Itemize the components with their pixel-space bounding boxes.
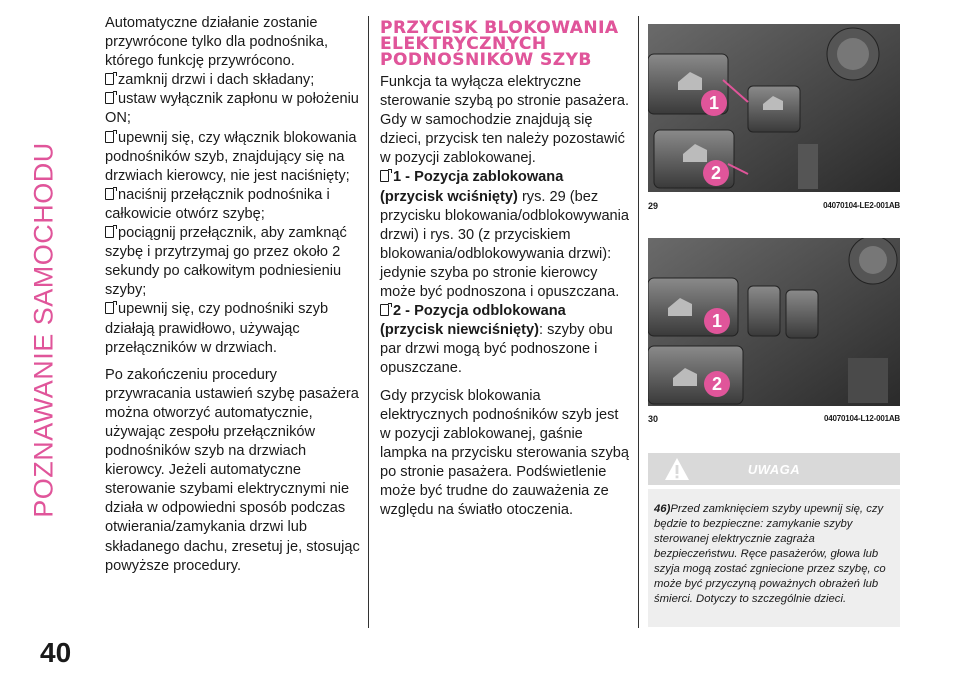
bullet-box-icon [105,73,114,85]
column-left [105,14,360,576]
bullet-box-icon [105,188,114,200]
figure-number: 30 [648,414,659,424]
warning-body [648,489,900,627]
bullet-box-icon [380,170,389,182]
list-item: naciśnij przełącznik podnośnika i całkowicie otwórz szybę; [105,186,330,222]
bullet-box-icon [105,92,114,104]
warning-header [648,453,900,485]
warning-number: 46) [654,503,671,515]
callout-2: 2 [703,160,729,186]
figure-30-photo [648,238,900,406]
section-heading: PRZYCISK BLOKOWANIA ELEKTRYCZNYCH PODNOŚNIKÓW SZYB [380,18,619,70]
list-item: ustaw wyłącznik zapłonu w położeniu ON; [105,91,359,127]
lamp-paragraph: Gdy przycisk blokowania elektrycznych podnośników szyb jest w pozycji zablokowanej, gaśnie lampka na przycisku sterowania szybą po stronie pasażera. Podświetlenie może być trudne do zauważenia ze względu na światło otoczenia. [380,387,630,519]
list-item: pociągnij przełącznik, aby zamknąć szybę i przytrzymaj go przez około 2 sekundy po całkowitym podniesieniu szyby; [105,225,347,299]
list-item: 2 - Pozycja odblokowana (przycisk niewciśnięty): szyby obu par drzwi mogą być podnoszone i opuszczane. [380,303,613,377]
column-middle [380,20,630,520]
lock-description: Funkcja ta wyłącza elektryczne sterowanie szybą po stronie pasażera. Gdy w samochodzie znajdują się dzieci, przycisk ten należy pozostawić w pozycji zablokowanej. [380,74,630,167]
reset-paragraph: Po zakończeniu procedury przywracania ustawień szybę pasażera można otworzyć automatycznie, używając zespołu przełączników podnośników szyb na drzwiach kierowcy. Jeżeli automatyczne sterowanie szybami elektrycznymi nie działa w odpowiedni sposób podczas otwierania/zamykania drzwi lub składanego dachu, zresetuj je, stosując powyższe procedury. [105,366,360,574]
column-divider [638,16,639,628]
list-item: upewnij się, czy podnośniki szyb działają prawidłowo, używając przełączników w drzwiach. [105,301,329,356]
callout-1: 1 [704,308,730,334]
section-side-title-text: POZNAWANIE SAMOCHODU [28,142,59,518]
figure-code: 04070104-L12-001AB [823,414,900,423]
intro-paragraph: Automatyczne działanie zostanie przywrócone tylko dla podnośnika, którego funkcję przywrócono. [105,15,329,70]
warning-title: UWAGA [747,461,801,477]
figure-code: 04070104-LE2-001AB [823,201,900,210]
bullet-box-icon [105,226,114,238]
figure-29-photo [648,24,900,192]
column-divider [368,16,369,628]
figure-30-caption [648,414,900,424]
bullet-box-icon [105,131,114,143]
warning-text: Przed zamknięciem szyby upewnij się, czy będzie to bezpieczne: zamykanie szyby sterowanej elektrycznie zagraża bezpieczeństwu. Ręce pasażerów, głowa lub szyja mogą zostać zgniecione przez szybę, co może być przyczyną poważnych obrażeń lub śmierci. Dotyczy to szczególnie dzieci. [654,503,886,605]
page-number: 40 [40,637,72,668]
bullet-box-icon [380,304,389,316]
list-item: upewnij się, czy włącznik blokowania podnośników szyb, znajdujący się na drzwiach kierowcy, nie jest naciśnięty; [105,129,357,184]
callout-1: 1 [701,90,727,116]
figure-29-caption [648,201,900,211]
warning-triangle-icon [664,457,690,481]
window-switch-panel-icon [648,24,900,192]
list-item: zamknij drzwi i dach składany; [105,71,360,90]
list-item: 1 - Pozycja zablokowana (przycisk wciśnięty) rys. 29 (bez przycisku blokowania/odblokowywania drzwi) i rys. 30 (z przyciskiem blokowania/odblokowywania drzwi): jedynie szyba po stronie kierowcy może być podnoszona i opuszczana. [380,169,630,301]
bullet-box-icon [105,302,114,314]
callout-2: 2 [704,371,730,397]
figure-number: 29 [648,201,659,211]
window-switch-panel-icon [648,238,900,406]
